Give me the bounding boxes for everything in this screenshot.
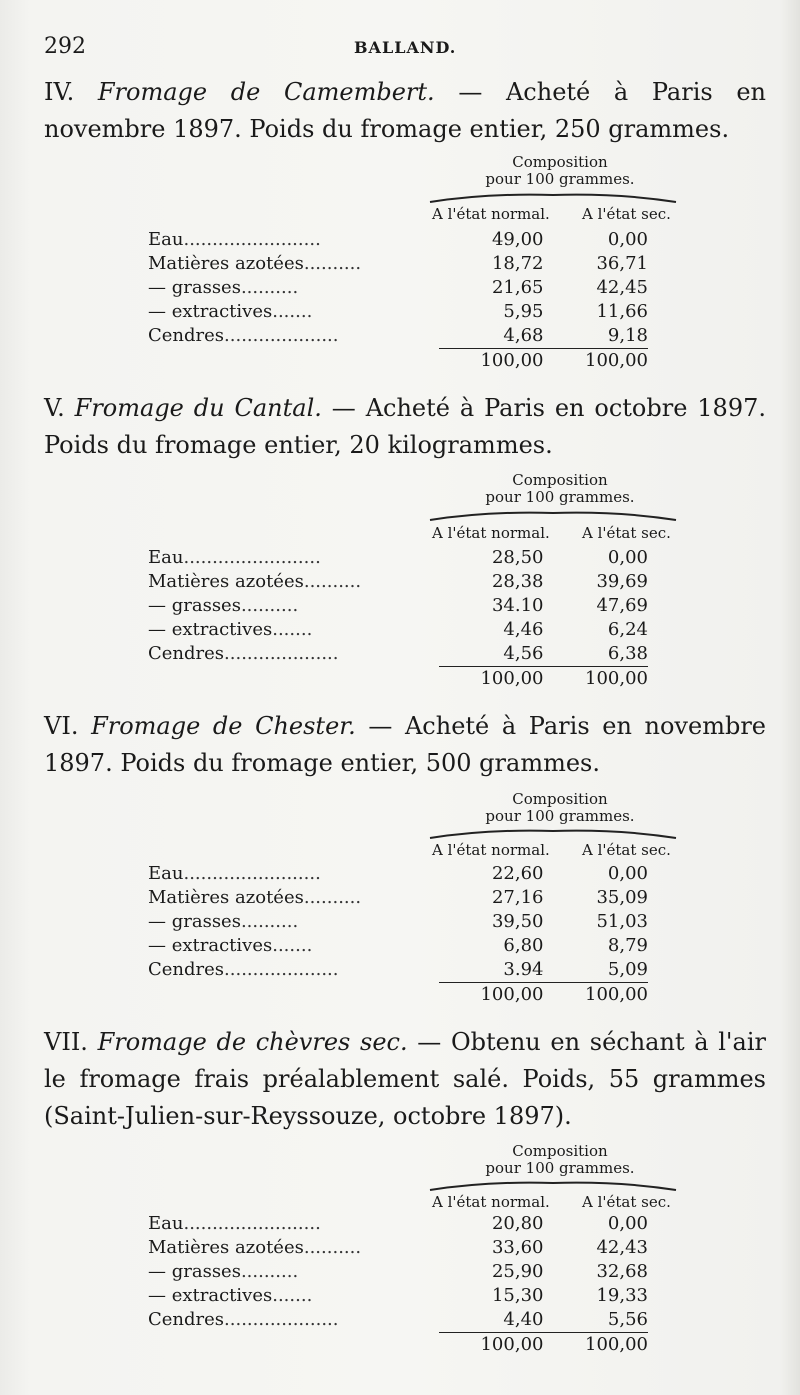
value-dry: 0,00	[607, 863, 648, 884]
brace-divider	[428, 190, 678, 204]
book-page: 292 BALLAND. IV. Fromage de Camembert. — Acheté à Paris en novembre 1897. Poids du fromage entier, 250 grammes. Composition pour 100 grammes. A l'état normal. A l'état sec. Eau........................ 49,00 0,00 Matières azotées.......... 18,72 36,71 — grasses.......... 21,65 42,45 — extractives....... 5,95 11,66 Cendres.................... 4,68 9,18 100,00 100,00 V. Fromage du Cantal. — Acheté à Paris en octobre 1897. Poids du fromage entier, 20 kilogrammes. Composition pour 100 grammes. A l'état normal. A l'état sec. Eau........................ 28,50 0,00 Matières azotées.......... 28,38 39,69 — grasses.......... 34.10 47,69 — extractives....... 4,46 6,24 Cendres.................... 4,56 6,38 100,00 100,00 VI. Fromage de Chester. — Acheté à Paris en novembre 1897. Poids du fromage entier, 500 grammes. Composition pour 100 grammes. A l'état normal. A l'état sec. Eau........................ 22,60 0,00 Matières azotées.......... 27,16 35,09 — grasses.......... 39,50 51,03 — extractives....... 6,80 8,79 Cendres.................... 3.94 5,09 100,00 100,00 VII. Fromage de chèvres sec. — Obtenu en séchant à l'air le fromage frais préalablement salé. Poids, 55 grammes (Saint-Julien-sur-Reyssouze, octobre 1897). Composition pour 100 grammes. A l'état normal. A l'état sec. Eau........................ 20,80 0,00 Matières azotées.......... 33,60 42,43 — grasses.......... 25,90 32,68 — extractives....... 15,30 19,33 Cendres.................... 4,40 5,56 100,00 100,00	[0, 0, 800, 1395]
total-dry: 100,00	[543, 983, 648, 1008]
total-normal: 100,00	[439, 1333, 544, 1358]
table-row	[148, 546, 648, 570]
value-dry: 0,00	[607, 229, 648, 250]
value-normal: 49,00	[491, 229, 544, 250]
row-label: Cendres....................	[148, 1309, 339, 1331]
value-normal: 15,30	[491, 1285, 544, 1306]
table-row	[148, 642, 648, 667]
table-row	[148, 570, 648, 594]
section-camembert	[44, 74, 766, 148]
value-normal: 27,16	[491, 887, 544, 908]
composition-table	[148, 546, 648, 691]
total-normal: 100,00	[439, 983, 544, 1008]
value-dry: 36,71	[596, 253, 648, 274]
value-dry: 42,45	[596, 277, 648, 298]
value-dry: 0,00	[607, 1213, 648, 1234]
table-row	[148, 1236, 648, 1260]
row-label: Matières azotées..........	[148, 1237, 362, 1258]
total-dry: 100,00	[543, 349, 648, 374]
cheese-name: Fromage du Cantal.	[74, 394, 322, 422]
composition-header: Composition pour 100 grammes.	[485, 790, 635, 825]
value-dry: 47,69	[596, 595, 648, 616]
section-cantal	[44, 390, 766, 464]
total-row	[148, 667, 648, 692]
value-normal: 4,40	[503, 1309, 544, 1330]
table-row	[148, 300, 648, 324]
value-dry: 35,09	[596, 887, 648, 908]
total-row	[148, 1333, 648, 1358]
value-dry: 11,66	[596, 301, 648, 322]
table-row	[148, 1212, 648, 1236]
value-normal: 25,90	[491, 1261, 544, 1282]
table-row	[148, 910, 648, 934]
value-normal: 20,80	[491, 1213, 544, 1234]
row-label: Cendres....................	[148, 325, 339, 347]
composition-header: Composition pour 100 grammes.	[485, 471, 635, 506]
table-row	[148, 618, 648, 642]
row-label: Matières azotées..........	[148, 253, 362, 274]
value-normal: 21,65	[491, 277, 544, 298]
row-label: Matières azotées..........	[148, 571, 362, 592]
value-dry: 6,38	[607, 643, 648, 664]
page-number: 292	[44, 34, 86, 59]
value-normal: 4,68	[503, 325, 544, 346]
row-label: — extractives.......	[148, 301, 313, 322]
value-dry: 0,00	[607, 547, 648, 568]
running-head: BALLAND.	[354, 38, 457, 57]
value-dry: 5,56	[607, 1309, 648, 1330]
value-normal: 28,38	[491, 571, 544, 592]
table-row	[148, 1284, 648, 1308]
section-heading: V. Fromage du Cantal. — Acheté à Paris en octobre 1897. Poids du fromage entier, 20 kilogrammes.	[44, 394, 766, 459]
value-normal: 18,72	[491, 253, 544, 274]
brace-divider	[428, 826, 678, 840]
value-dry: 42,43	[596, 1237, 648, 1258]
value-dry: 39,69	[596, 571, 648, 592]
value-dry: 5,09	[607, 959, 648, 980]
composition-table	[148, 228, 648, 373]
table-row	[148, 862, 648, 886]
row-label: Eau........................	[148, 229, 321, 250]
value-normal: 4,56	[503, 643, 544, 664]
table-row	[148, 276, 648, 300]
table-row	[148, 1260, 648, 1284]
composition-header: Composition pour 100 grammes.	[485, 153, 635, 188]
section-heading: IV. Fromage de Camembert. — Acheté à Paris en novembre 1897. Poids du fromage entier, 250 grammes.	[44, 78, 766, 143]
section-heading: VII. Fromage de chèvres sec. — Obtenu en séchant à l'air le fromage frais préalablement salé. Poids, 55 grammes (Saint-Julien-sur-Reyssouze, octobre 1897).	[44, 1028, 766, 1130]
value-dry: 51,03	[596, 911, 648, 932]
total-normal: 100,00	[439, 349, 544, 374]
composition-table	[148, 1212, 648, 1357]
row-label: — extractives.......	[148, 935, 313, 956]
section-heading: VI. Fromage de Chester. — Acheté à Paris en novembre 1897. Poids du fromage entier, 500 grammes.	[44, 712, 766, 777]
section-text: — Acheté à Paris en novembre 1897. Poids du fromage entier, 250 grammes.	[44, 78, 766, 143]
row-label: — grasses..........	[148, 277, 299, 298]
brace-divider	[428, 1178, 678, 1192]
table-row	[148, 228, 648, 252]
section-text: — Obtenu en séchant à l'air le fromage frais préalablement salé. Poids, 55 grammes (Saint-Julien-sur-Reyssouze, octobre 1897).	[44, 1028, 766, 1130]
value-normal: 33,60	[491, 1237, 544, 1258]
value-normal: 39,50	[491, 911, 544, 932]
col-dry: A l'état sec.	[582, 205, 671, 223]
section-chevres	[44, 1024, 766, 1135]
table-row	[148, 1308, 648, 1333]
table-row	[148, 958, 648, 983]
section-chester	[44, 708, 766, 782]
table-row	[148, 886, 648, 910]
table-row	[148, 934, 648, 958]
value-normal: 3.94	[503, 959, 544, 980]
page-header	[44, 34, 764, 64]
row-label: — extractives.......	[148, 1285, 313, 1306]
total-dry: 100,00	[543, 1333, 648, 1358]
value-dry: 19,33	[596, 1285, 648, 1306]
value-normal: 34.10	[491, 595, 544, 616]
total-row	[148, 349, 648, 374]
value-normal: 28,50	[491, 547, 544, 568]
table-row	[148, 324, 648, 349]
row-label: Cendres....................	[148, 643, 339, 665]
col-normal: A l'état normal.	[432, 205, 550, 223]
total-row	[148, 983, 648, 1008]
value-normal: 22,60	[491, 863, 544, 884]
value-normal: 6,80	[503, 935, 544, 956]
cheese-name: Fromage de Camembert.	[97, 78, 435, 106]
total-normal: 100,00	[439, 667, 544, 692]
value-dry: 6,24	[607, 619, 648, 640]
section-text: — Acheté à Paris en octobre 1897. Poids du fromage entier, 20 kilogrammes.	[44, 394, 766, 459]
row-label: Eau........................	[148, 547, 321, 568]
value-dry: 8,79	[607, 935, 648, 956]
value-dry: 32,68	[596, 1261, 648, 1282]
cheese-name: Fromage de Chester.	[91, 712, 356, 740]
row-label: Eau........................	[148, 1213, 321, 1234]
value-normal: 5,95	[503, 301, 544, 322]
row-label: Cendres....................	[148, 959, 339, 981]
total-dry: 100,00	[543, 667, 648, 692]
row-label: Matières azotées..........	[148, 887, 362, 908]
row-label: Eau........................	[148, 863, 321, 884]
row-label: — extractives.......	[148, 619, 313, 640]
value-normal: 4,46	[503, 619, 544, 640]
composition-header: Composition pour 100 grammes.	[485, 1142, 635, 1177]
table-row	[148, 594, 648, 618]
row-label: — grasses..........	[148, 595, 299, 616]
value-dry: 9,18	[607, 325, 648, 346]
composition-table	[148, 862, 648, 1007]
table-row	[148, 252, 648, 276]
brace-divider	[428, 508, 678, 522]
row-label: — grasses..........	[148, 911, 299, 932]
row-label: — grasses..........	[148, 1261, 299, 1282]
section-text: — Acheté à Paris en novembre 1897. Poids du fromage entier, 500 grammes.	[44, 712, 766, 777]
cheese-name: Fromage de chèvres sec.	[97, 1028, 408, 1056]
